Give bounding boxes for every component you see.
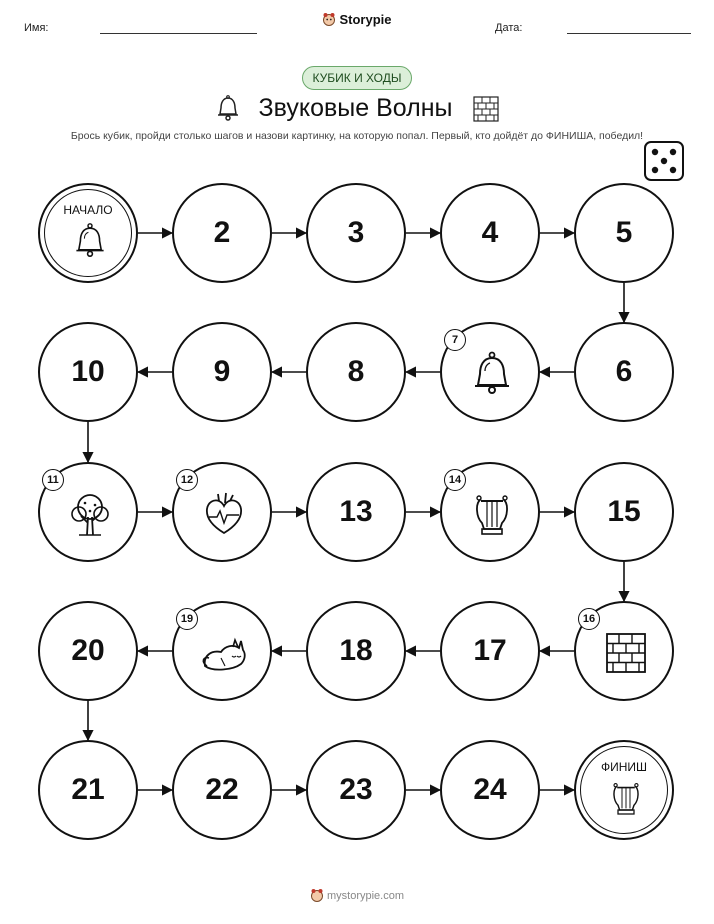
bell-icon bbox=[467, 349, 517, 399]
board-cell-4 bbox=[440, 183, 540, 283]
board-cell-22 bbox=[172, 740, 272, 840]
board-cell-3 bbox=[306, 183, 406, 283]
cell-number: 8 bbox=[347, 355, 365, 388]
cell-number: 23 bbox=[339, 773, 373, 806]
finish-cell bbox=[574, 740, 674, 840]
storypie-mascot-icon bbox=[310, 888, 324, 902]
board-cell-5 bbox=[574, 183, 674, 283]
cell-number-badge: 19 bbox=[176, 608, 198, 630]
cell-number: 13 bbox=[339, 495, 373, 528]
cell-number: 2 bbox=[213, 216, 231, 249]
board-cell-24 bbox=[440, 740, 540, 840]
start-label: НАЧАЛО bbox=[63, 203, 113, 217]
lyre-icon bbox=[467, 489, 517, 539]
sleeping-cat-icon bbox=[199, 628, 249, 678]
cell-number-badge: 16 bbox=[578, 608, 600, 630]
footer bbox=[0, 888, 714, 902]
board-cell-15 bbox=[574, 462, 674, 562]
name-label: Имя: bbox=[24, 22, 49, 34]
board-cell-7 bbox=[440, 322, 540, 422]
cell-number: 9 bbox=[213, 355, 231, 388]
board-cell-14 bbox=[440, 462, 540, 562]
cell-number: 3 bbox=[347, 216, 365, 249]
board-cell-16 bbox=[574, 601, 674, 701]
board-cell-23 bbox=[306, 740, 406, 840]
finish-label: ФИНИШ bbox=[600, 760, 648, 774]
cell-number-badge: 12 bbox=[176, 469, 198, 491]
board-cell-11 bbox=[38, 462, 138, 562]
date-label: Дата: bbox=[495, 22, 523, 34]
cell-number-badge: 14 bbox=[444, 469, 466, 491]
board-cell-9 bbox=[172, 322, 272, 422]
game-type-tag: КУБИК И ХОДЫ bbox=[302, 66, 412, 90]
brand-name: Storypie bbox=[339, 12, 392, 27]
cell-number: 15 bbox=[607, 495, 641, 528]
cell-number: 6 bbox=[615, 355, 633, 388]
board-cell-21 bbox=[38, 740, 138, 840]
lyre-icon bbox=[606, 778, 646, 818]
board-cell-6 bbox=[574, 322, 674, 422]
cell-number: 4 bbox=[481, 216, 499, 249]
cell-number: 17 bbox=[473, 634, 507, 667]
board-cell-19 bbox=[172, 601, 272, 701]
cell-number: 24 bbox=[473, 773, 507, 806]
board-cell-18 bbox=[306, 601, 406, 701]
cell-number: 20 bbox=[71, 634, 105, 667]
start-cell bbox=[38, 183, 138, 283]
bell-icon bbox=[70, 221, 110, 261]
cell-number: 10 bbox=[71, 355, 105, 388]
page-title: Звуковые Волны bbox=[258, 94, 453, 122]
footer-url[interactable]: mystorypie.com bbox=[326, 890, 405, 902]
board-cell-12 bbox=[172, 462, 272, 562]
tree-icon bbox=[65, 489, 115, 539]
cell-number: 22 bbox=[205, 773, 239, 806]
cell-number: 18 bbox=[339, 634, 373, 667]
brick-wall-icon bbox=[601, 628, 651, 678]
cell-number-badge: 7 bbox=[444, 329, 466, 351]
board-cell-20 bbox=[38, 601, 138, 701]
board-cell-13 bbox=[306, 462, 406, 562]
cell-number: 21 bbox=[71, 773, 105, 806]
heart-icon bbox=[199, 489, 249, 539]
board-cell-8 bbox=[306, 322, 406, 422]
cell-number-badge: 11 bbox=[42, 469, 64, 491]
board-cell-2 bbox=[172, 183, 272, 283]
board-cell-10 bbox=[38, 322, 138, 422]
board-cell-17 bbox=[440, 601, 540, 701]
instructions: Брось кубик, пройди столько шагов и назови картинку, на которую попал. Первый, кто дойдёт до ФИНИША, победил! bbox=[70, 130, 644, 142]
cell-number: 5 bbox=[615, 216, 633, 249]
